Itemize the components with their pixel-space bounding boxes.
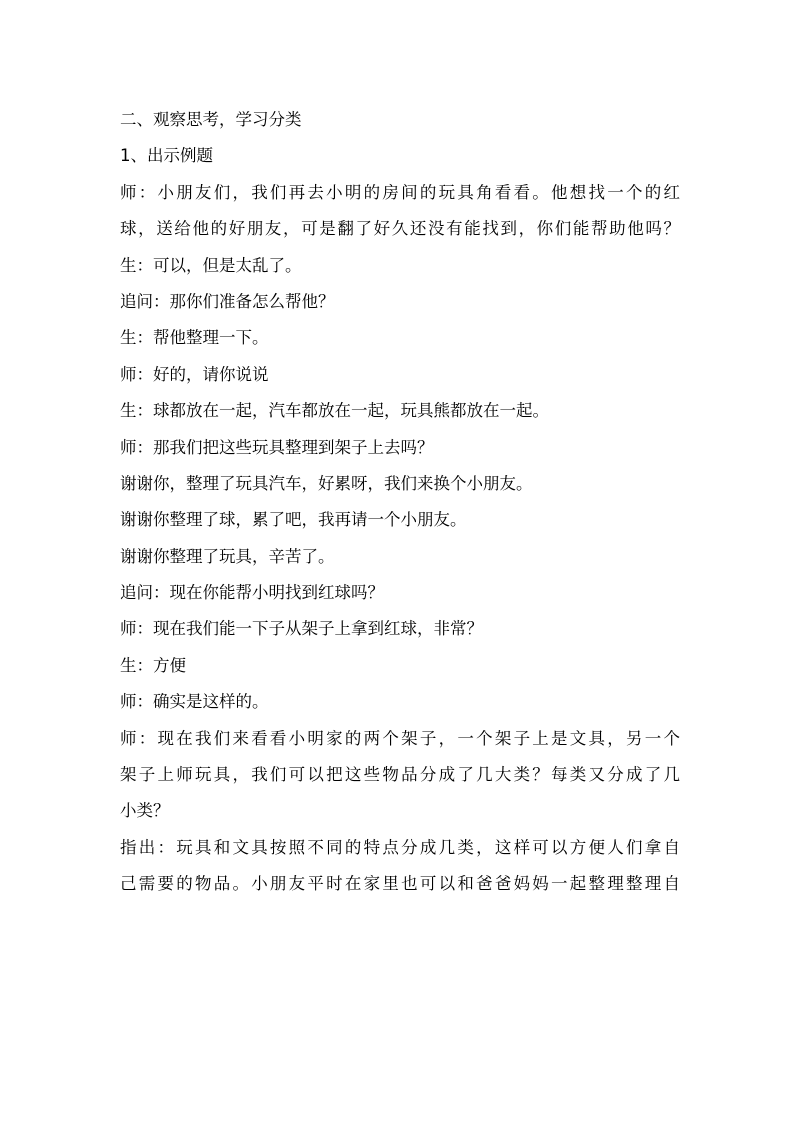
text-line: 生：球都放在一起，汽车都放在一起，玩具熊都放在一起。	[120, 401, 549, 421]
text-line: 生：方便	[120, 655, 186, 675]
text-line: 追问：那你们准备怎么帮他？	[120, 291, 335, 311]
text-line: 架子上师玩具，我们可以把这些物品分成了几大类？每类又分成了几	[120, 765, 680, 785]
text-line: 生：帮他整理一下。	[120, 328, 269, 348]
text-line: 师：小朋友们，我们再去小明的房间的玩具角看看。他想找一个的红	[120, 182, 680, 202]
document-body	[120, 102, 680, 903]
text-line: 球，送给他的好朋友，可是翻了好久还没有能找到，你们能帮助他吗？	[120, 219, 680, 239]
text-line: 谢谢你整理了球，累了吧，我再请一个小朋友。	[120, 510, 467, 530]
text-line: 谢谢你整理了玩具，辛苦了。	[120, 546, 335, 566]
text-line: 生：可以，但是太乱了。	[120, 255, 302, 275]
text-line: 小类？	[120, 801, 170, 821]
text-line: 谢谢你，整理了玩具汽车，好累呀，我们来换个小朋友。	[120, 473, 533, 493]
text-line: 师：那我们把这些玩具整理到架子上去吗？	[120, 437, 434, 457]
example-heading: 1、出示例题	[120, 146, 213, 166]
text-line: 追问：现在你能帮小明找到红球吗？	[120, 583, 384, 603]
text-line: 己需要的物品。小朋友平时在家里也可以和爸爸妈妈一起整理整理自	[120, 874, 680, 894]
text-line: 师：好的，请你说说	[120, 364, 269, 384]
text-line: 师：确实是这样的。	[120, 692, 269, 712]
text-line: 师：现在我们来看看小明家的两个架子，一个架子上是文具，另一个	[120, 728, 680, 748]
text-line: 师：现在我们能一下子从架子上拿到红球，非常？	[120, 619, 483, 639]
text-line: 指出：玩具和文具按照不同的特点分成几类，这样可以方便人们拿自	[120, 837, 680, 857]
section-heading: 二、观察思考，学习分类	[120, 110, 302, 129]
